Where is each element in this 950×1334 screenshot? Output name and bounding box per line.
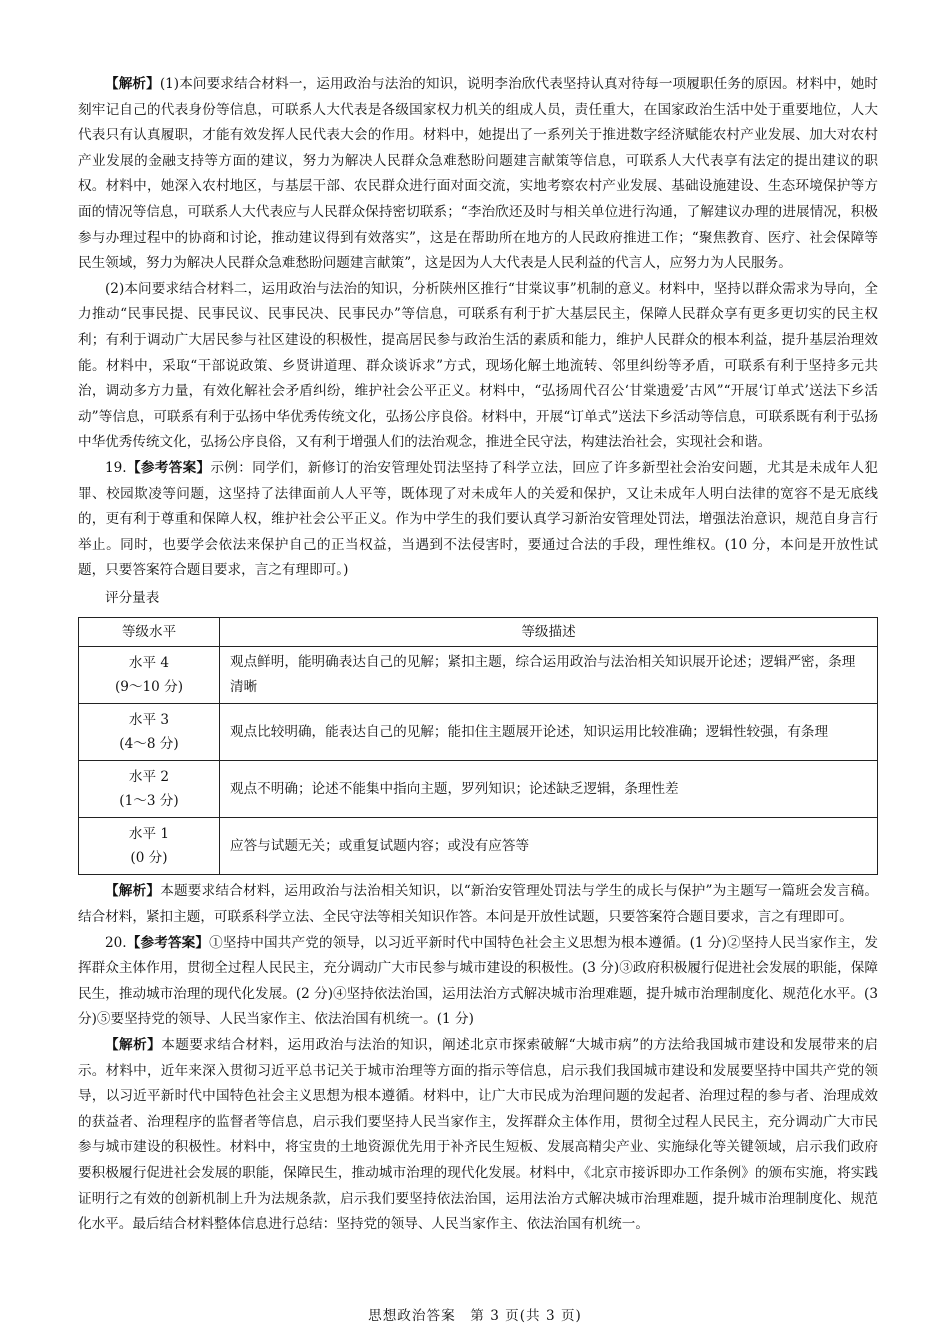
answer-label: 【参考答案】	[126, 934, 210, 951]
rubric-desc: 观点鲜明，能明确表达自己的见解；紧扣主题，综合运用政治与法治相关知识展开论述；逻辑严密，条理清晰	[220, 647, 878, 704]
q19-answer	[78, 456, 878, 584]
page-footer: 思想政治答案 第 3 页(共 3 页)	[368, 1308, 582, 1324]
rubric-level-cell	[79, 761, 220, 818]
rubric-level-cell	[79, 647, 220, 704]
q20-answer	[78, 931, 878, 1033]
q20-analysis	[78, 1033, 878, 1238]
rubric-row	[79, 704, 878, 761]
rubric-row	[79, 761, 878, 818]
question-number: 20.	[105, 934, 127, 951]
answer-label: 【参考答案】	[126, 459, 211, 476]
rubric-level-cell	[79, 818, 220, 875]
analysis-label: 【解析】	[105, 883, 161, 900]
rubric-caption: 评分量表	[105, 589, 160, 606]
rubric-header-row	[79, 618, 878, 647]
analysis-label: 【解析】	[105, 76, 160, 92]
rubric-desc: 观点不明确；论述不能集中指向主题，罗列知识；论述缺乏逻辑，条理性差	[220, 761, 878, 818]
rubric-row	[79, 818, 878, 875]
q19-analysis	[78, 879, 878, 930]
answer-text: 示例：同学们，新修订的治安管理处罚法坚持了科学立法，回应了许多新型社会治安问题，尤其是未成年人犯罪、校园欺凌等问题，这坚持了法律面前人人平等，既体现了对未成年人的关爱和保护，又让未成年人明白法律的宽容不是无底线的，更有利于尊重和保障人权，维护社会公平正义。作为中学生的我们要认真学习新治安管理处罚法，增强法治意识，规范自身言行举止。同时，也要学会依法来保护自己的正当权益，当遇到不法侵害时，要通过合法的手段，理性维权。(10 分，本问是开放性试题，只要答案符合题目要求，言之有理即可。)	[78, 459, 879, 579]
analysis-label: 【解析】	[105, 1037, 162, 1054]
rubric-row	[79, 647, 878, 704]
answer-text: ①坚持中国共产党的领导，以习近平新时代中国特色社会主义思想为根本遵循。(1 分)②坚持人民当家作主，发挥群众主体作用，贯彻全过程人民民主，充分调动广大市民参与城市建设的积极性。(3 分)③政府积极履行促进社会发展的职能，保障民生，推动城市治理的现代化发展。(2 分)④坚持依法治国，运用法治方式解决城市治理难题，提升城市治理制度化、规范化水平。(3 分)⑤要坚持党的领导、人民当家作主、依法治国有机统一。(1 分)	[78, 934, 878, 1028]
analysis-text: 本题要求结合材料，运用政治与法治的知识，阐述北京市探索破解“大城市病”的方法给我国城市建设和发展带来的启示。材料中，近年来深入贯彻习近平总书记关于城市治理等方面的指示等信息，启示我们我国城市建设和发展要坚持中国共产党的领导，以习近平新时代中国特色社会主义思想为根本遵循。材料中，让广大市民成为治理问题的发起者、治理过程的参与者、治理成效的获益者、治理程序的监督者等信息，启示我们要坚持人民当家作主，发挥群众主体作用，贯彻全过程人民民主，充分调动广大市民参与城市建设的积极性。材料中，将宝贵的土地资源优先用于补齐民生短板、发展高精尖产业、实施绿化等关键领域，启示我们政府要积极履行促进社会发展的职能，保障民生，推动城市治理的现代化发展。材料中，《北京市接诉即办工作条例》的颁布实施，将实践证明行之有效的创新机制上升为法规条款，启示我们要坚持依法治国，运用法治方式解决城市治理难题，提升城市治理制度化、规范化水平。最后结合材料整体信息进行总结：坚持党的领导、人民当家作主、依法治国有机统一。	[78, 1037, 878, 1233]
rubric-level-cell	[79, 704, 220, 761]
rubric-header-desc: 等级描述	[220, 618, 878, 647]
q18-analysis-part1	[78, 72, 878, 277]
rubric-points: (0 分)	[130, 850, 168, 867]
rubric-header-level: 等级水平	[79, 618, 220, 647]
rubric-points: (4～8 分)	[119, 736, 179, 753]
rubric-level: 水平 4	[128, 655, 170, 672]
rubric-table	[78, 617, 878, 875]
q18-analysis-part2: (2)本问要求结合材料二，运用政治与法治的知识，分析陕州区推行“甘棠议事”机制的意义。材料中，坚持以群众需求为导向，全力推动“民事民提、民事民议、民事民决、民事民办”等信息，可联系有利于扩大基层民主，保障人民群众享有更多更切实的民主权利；有利于调动广大居民参与社区建设的积极性，提高居民参与政治生活的素质和能力，维护人民群众的根本利益，提升基层治理效能。材料中，采取“干部说政策、乡贤讲道理、群众谈诉求”方式，现场化解土地流转、邻里纠纷等矛盾，可联系有利于坚持多元共治，调动多方力量，有效化解社会矛盾纠纷，维护社会公平正义。材料中，“弘扬周代召公‘甘棠遗爱’古风”“开展‘订单式’送法下乡活动”等信息，可联系有利于弘扬中华优秀传统文化，弘扬公序良俗。材料中，开展“订单式”送法下乡活动等信息，可联系既有利于弘扬中华优秀传统文化，弘扬公序良俗，又有利于增强人们的法治观念，推进全民守法，构建法治社会，实现社会和谐。	[78, 280, 878, 451]
question-number: 19.	[105, 459, 127, 476]
rubric-level: 水平 3	[128, 712, 170, 729]
rubric-points: (1～3 分)	[119, 793, 179, 810]
rubric-desc: 应答与试题无关；或重复试题内容；或没有应答等	[220, 818, 878, 875]
analysis-text: (1)本问要求结合材料一，运用政治与法治的知识，说明李治欣代表坚持认真对待每一项履职任务的原因。材料中，她时刻牢记自己的代表身份等信息，可联系人大代表是各级国家权力机关的组成人员，责任重大，在国家政治生活中处于重要地位，人大代表只有认真履职，才能有效发挥人民代表大会的作用。材料中，她提出了一系列关于推进数字经济赋能农村产业发展、加大对农村产业发展的金融支持等方面的建议，努力为解决人民群众急难愁盼问题建言献策等信息，可联系人大代表享有法定的提出建议的职权。材料中，她深入农村地区，与基层干部、农民群众进行面对面交流，实地考察农村产业发展、基础设施建设、生态环境保护等方面的情况等信息，可联系人大代表应与人民群众保持密切联系；“李治欣还及时与相关单位进行沟通，了解建议办理的进展情况，积极参与办理过程中的协商和讨论，推动建议得到有效落实”，这是在帮助所在地方的人民政府推进工作；“聚焦教育、医疗、社会保障等民生领域，努力为解决人民群众急难愁盼问题建言献策”，这是因为人大代表是人民利益的代言人，应努力为人民服务。	[78, 76, 878, 272]
rubric-desc: 观点比较明确，能表达自己的见解；能扣住主题展开论述，知识运用比较准确；逻辑性较强，有条理	[220, 704, 878, 761]
rubric-level: 水平 1	[128, 826, 170, 843]
analysis-text: 本题要求结合材料，运用政治与法治相关知识，以“新治安管理处罚法与学生的成长与保护”为主题写一篇班会发言稿。结合材料，紧扣主题，可联系科学立法、全民守法等相关知识作答。本问是开放性试题，只要答案符合题目要求，言之有理即可。	[78, 883, 879, 926]
answer-page	[78, 72, 878, 1238]
rubric-level: 水平 2	[128, 769, 170, 786]
rubric-points: (9～10 分)	[114, 679, 184, 696]
